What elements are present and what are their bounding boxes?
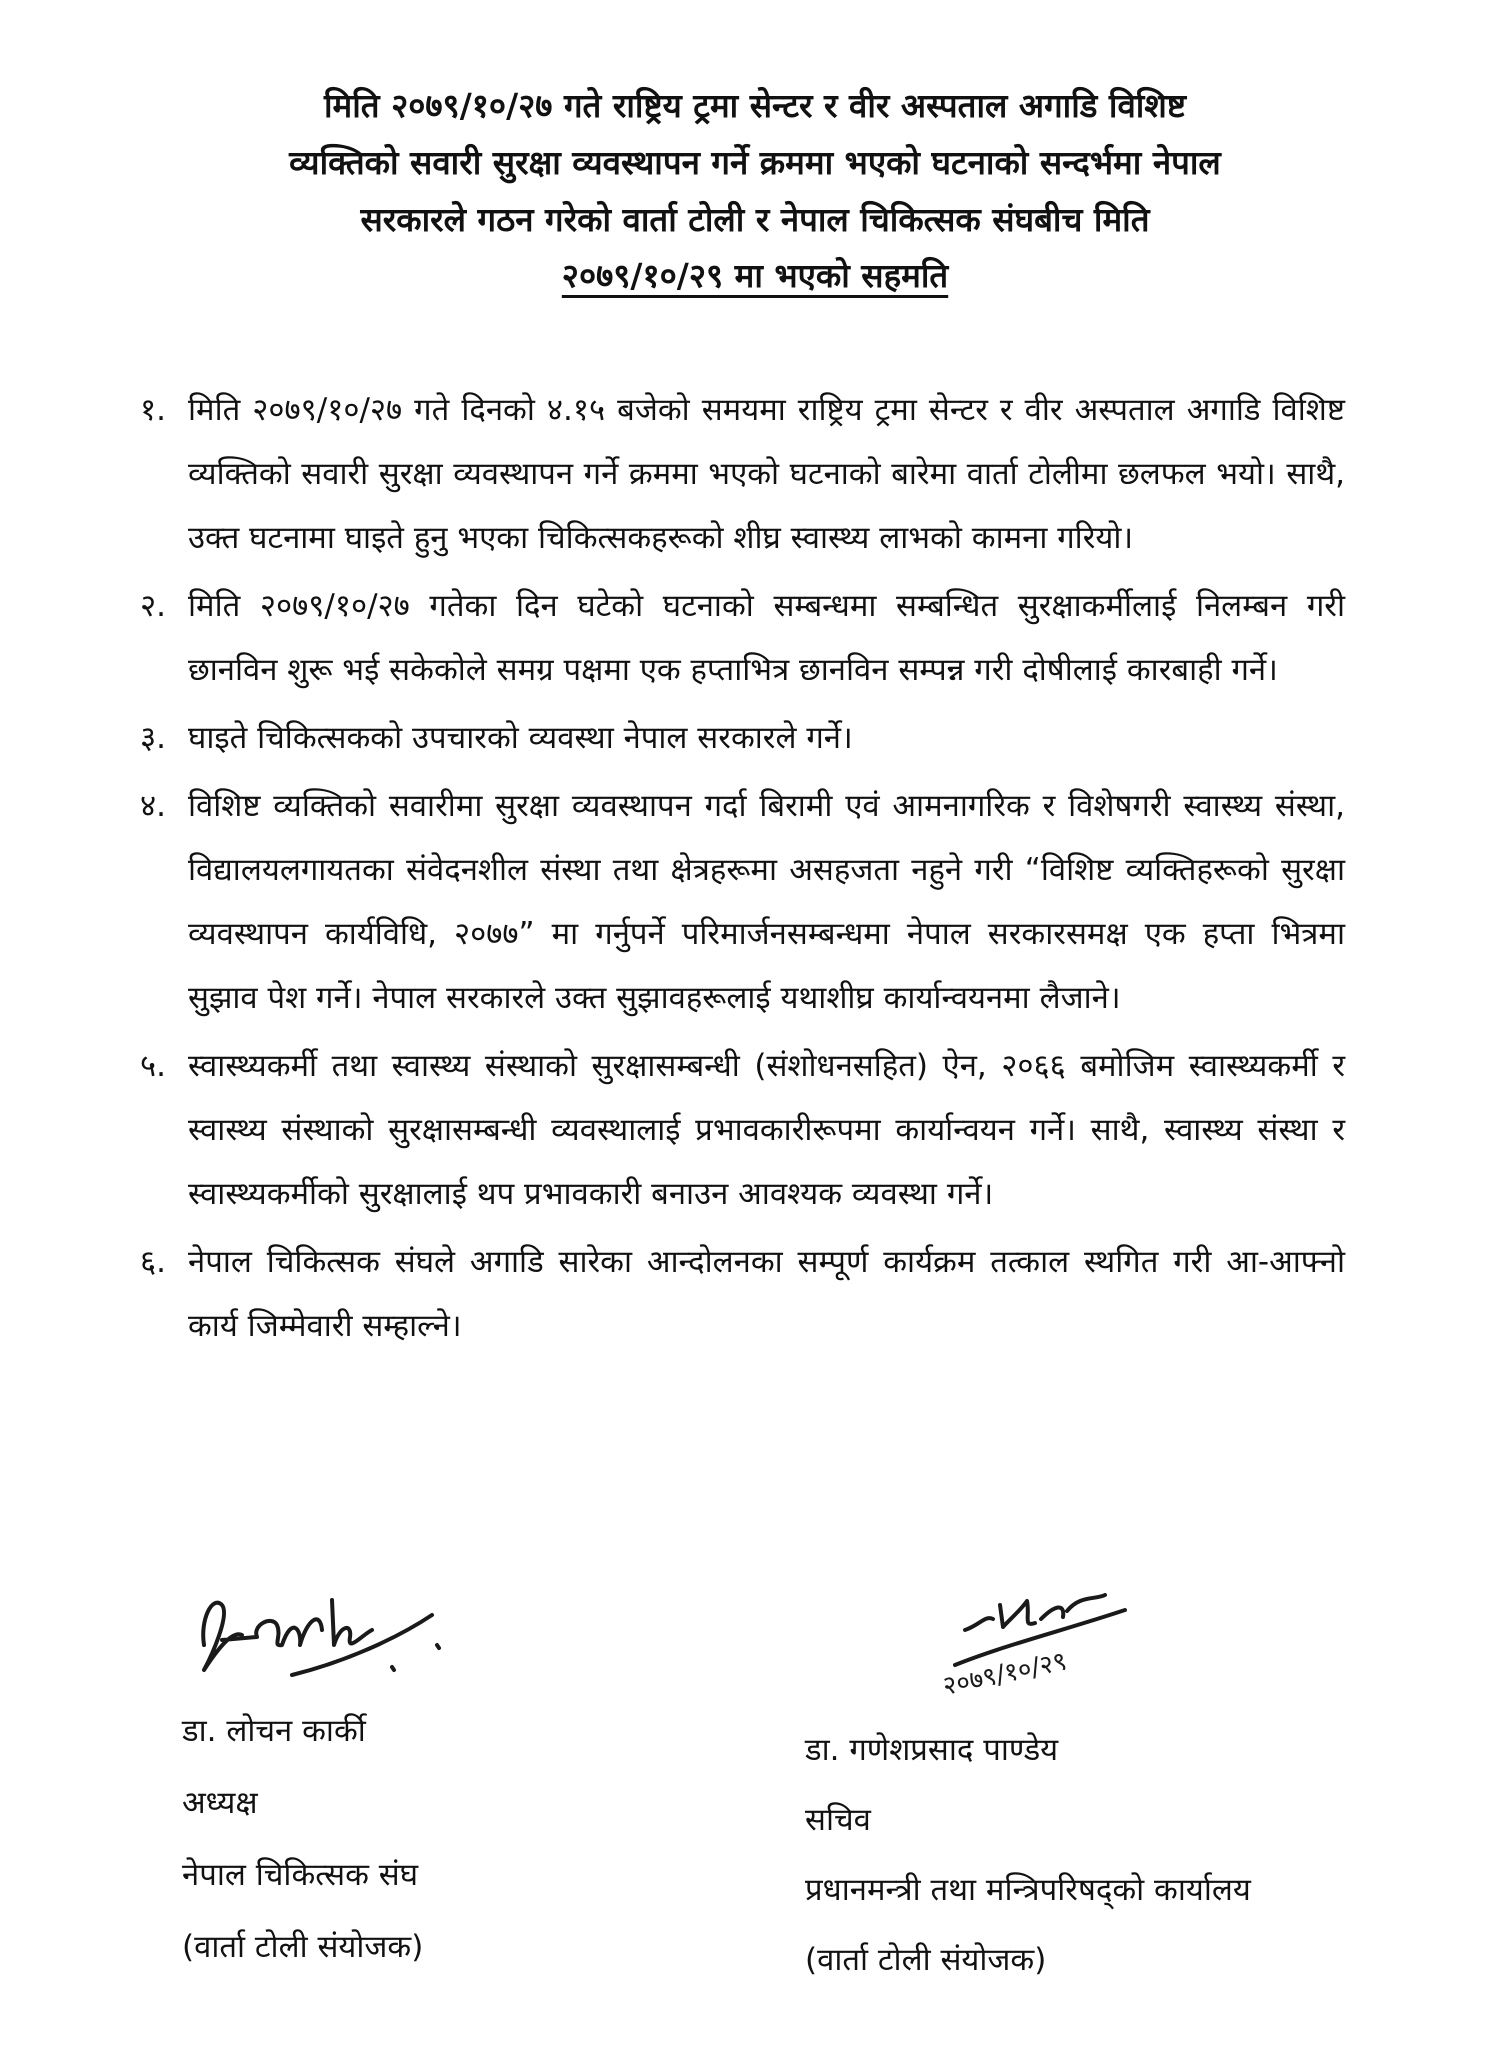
signatory-left-name: डा. लोचन कार्की (182, 1713, 366, 1749)
title-line-3: सरकारले गठन गरेको वार्ता टोली र नेपाल चिकित्सक संघबीच मिति (360, 199, 1150, 239)
signatory-left-designation: अध्यक्ष (182, 1785, 258, 1821)
agreement-point-3 (140, 706, 1345, 770)
point-text: नेपाल चिकित्सक संघले अगाडि सारेका आन्दोलनका सम्पूर्ण कार्यक्रम तत्काल स्थगित गरी आ-आफ्नो कार्य जिम्मेवारी सम्हाल्ने। (188, 1244, 1345, 1344)
point-text: स्वास्थ्यकर्मी तथा स्वास्थ्य संस्थाको सुरक्षासम्बन्धी (संशोधनसहित) ऐन, २०६६ बमोजिम स्वास्थ्यकर्मी र स्वास्थ्य संस्थाको सुरक्षासम्बन्धी व्यवस्थालाई प्रभावकारीरूपमा कार्यान्वयन गर्ने। साथै, स्वास्थ्य संस्था र स्वास्थ्यकर्मीको सुरक्षालाई थप प्रभावकारी बनाउन आवश्यक व्यवस्था गर्ने। (188, 1048, 1345, 1212)
agreement-point-4 (140, 774, 1345, 1030)
document-title (160, 78, 1350, 305)
point-number: ५. (140, 1048, 166, 1084)
signatory-right (805, 1575, 1425, 1995)
point-text: घाइते चिकित्सकको उपचारको व्यवस्था नेपाल सरकारले गर्ने। (188, 720, 853, 756)
signatory-right-name: डा. गणेशप्रसाद पाण्डेय (805, 1732, 1059, 1768)
signatory-right-designation: सचिव (805, 1802, 871, 1838)
point-number: १. (140, 392, 166, 428)
point-text: विशिष्ट व्यक्तिको सवारीमा सुरक्षा व्यवस्थापन गर्दा बिरामी एवं आमनागरिक र विशेषगरी स्वास्थ्य संस्था, विद्यालयलगायतका संवेदनशील संस्था तथा क्षेत्रहरूमा असहजता नहुने गरी “विशिष्ट व्यक्तिहरूको सुरक्षा व्यवस्थापन कार्यविधि, २०७७” मा गर्नुपर्ने परिमार्जनसम्बन्धमा नेपाल सरकारसमक्ष एक हप्ता भित्रमा सुझाव पेश गर्ने। नेपाल सरकारले उक्त सुझावहरूलाई यथाशीघ्र कार्यान्वयनमा लैजाने। (188, 788, 1345, 1016)
point-number: ३. (140, 720, 166, 756)
title-line-4: २०७९/१०/२९ मा भएको सहमति (561, 256, 949, 296)
point-text: मिति २०७९/१०/२७ गते दिनको ४.१५ बजेको समयमा राष्ट्रिय ट्रमा सेन्टर र वीर अस्पताल अगाडि विशिष्ट व्यक्तिको सवारी सुरक्षा व्यवस्थापन गर्ने क्रममा भएको घटनाको बारेमा वार्ता टोलीमा छलफल भयो। साथै, उक्त घटनामा घाइते हुनु भएका चिकित्सकहरूको शीघ्र स्वास्थ्य लाभको कामना गरियो। (188, 392, 1345, 556)
handwritten-signature-left (182, 1575, 602, 1695)
signatory-left-role: (वार्ता टोली संयोजक) (182, 1929, 424, 1965)
point-text: मिति २०७९/१०/२७ गतेका दिन घटेको घटनाको सम्बन्धमा सम्बन्धित सुरक्षाकर्मीलाई निलम्बन गरी छानविन शुरू भई सकेकोले समग्र पक्षमा एक हप्ताभित्र छानविन सम्पन्न गरी दोषीलाई कारबाही गर्ने। (188, 588, 1345, 688)
point-number: ४. (140, 788, 166, 824)
point-number: ६. (140, 1244, 166, 1280)
title-line-1: मिति २०७९/१०/२७ गते राष्ट्रिय ट्रमा सेन्टर र वीर अस्पताल अगाडि विशिष्ट (323, 86, 1187, 125)
signatory-left (182, 1575, 602, 1983)
agreement-points (140, 378, 1345, 1362)
signature-section (0, 1575, 1509, 1995)
title-line-2: व्यक्तिको सवारी सुरक्षा व्यवस्थापन गर्ने क्रममा भएको घटनाको सन्दर्भमा नेपाल (289, 142, 1221, 182)
agreement-point-1 (140, 378, 1345, 570)
agreement-point-5 (140, 1034, 1345, 1226)
signature-date: २०७९/१०/२९ (940, 1646, 1070, 1702)
point-number: २. (140, 588, 166, 624)
agreement-point-6 (140, 1230, 1345, 1358)
signatory-right-organization: प्रधानमन्त्री तथा मन्त्रिपरिषद्को कार्यालय (805, 1872, 1251, 1908)
handwritten-signature-right (805, 1575, 1425, 1715)
agreement-point-2 (140, 574, 1345, 702)
signatory-right-role: (वार्ता टोली संयोजक) (805, 1942, 1047, 1978)
signatory-left-organization: नेपाल चिकित्सक संघ (182, 1857, 419, 1893)
